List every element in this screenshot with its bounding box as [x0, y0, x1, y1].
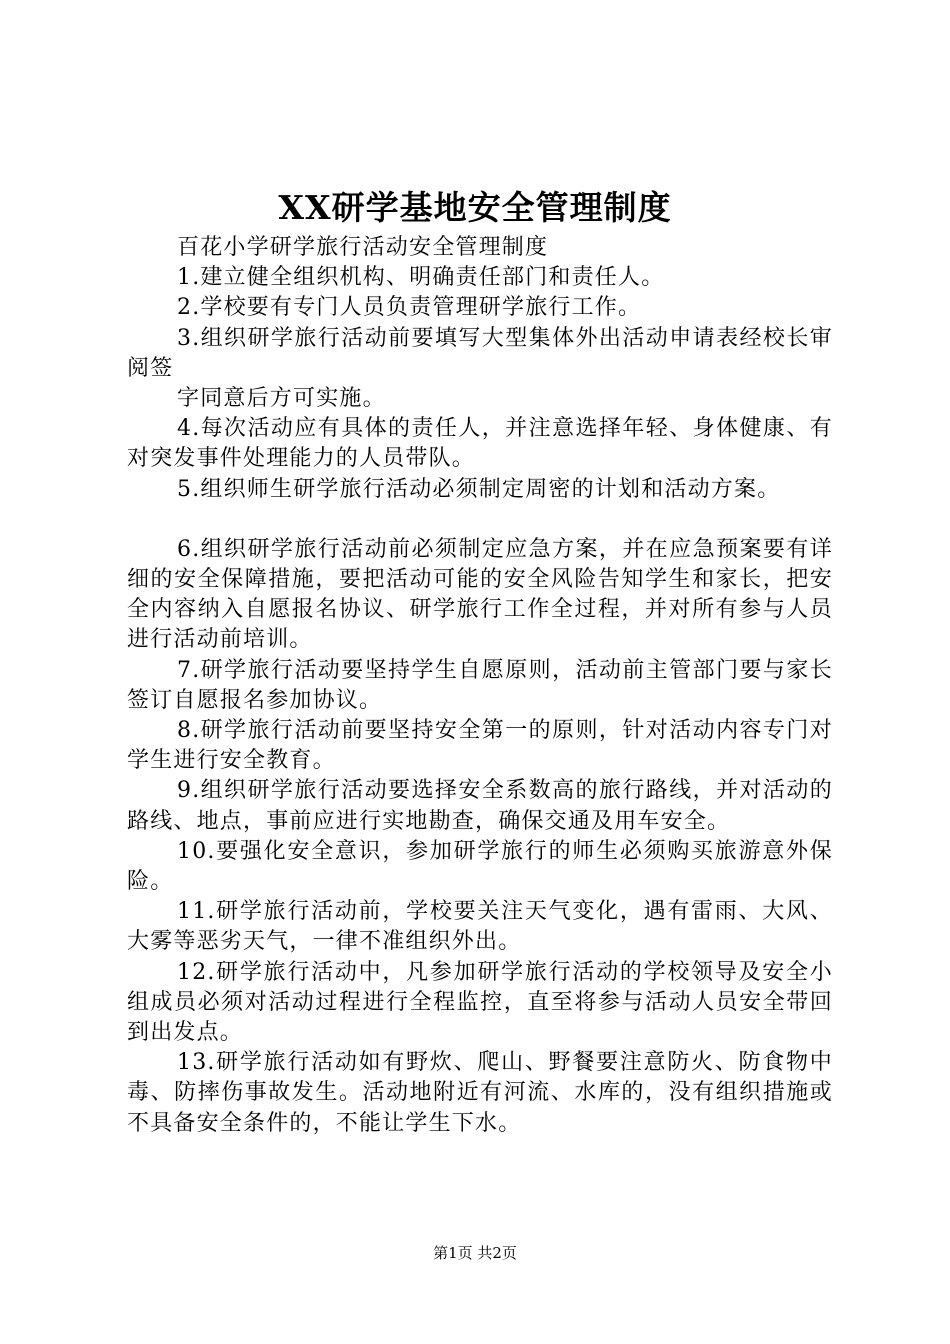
paragraph-item-5: 5.组织师生研学旅行活动必须制定周密的计划和活动方案。 — [177, 476, 781, 502]
paragraph-item-8: 8.研学旅行活动前要坚持安全第一的原则，针对活动内容专门对学生进行安全教育。 — [127, 718, 833, 774]
paragraph-item-7: 7.研学旅行活动要坚持学生自愿原则，活动前主管部门要与家长签订自愿报名参加协议。 — [127, 657, 833, 713]
paragraph-item-4: 4.每次活动应有具体的责任人，并注意选择年轻、身体健康、有对突发事件处理能力的人员带队。 — [127, 416, 833, 472]
paragraph-item-6: 6.组织研学旅行活动前必须制定应急方案，并在应急预案要有详细的安全保障措施，要把活动可能的安全风险告知学生和家长，把安全内容纳入自愿报名协议、研学旅行工作全过程，并对所有参与人员进行活动前培训。 — [127, 536, 833, 653]
paragraph-item-11: 11.研学旅行活动前，学校要关注天气变化，遇有雷雨、大风、大雾等恶劣天气，一律不准组织外出。 — [127, 899, 833, 955]
paragraph-item-10: 10.要强化安全意识，参加研学旅行的师生必须购买旅游意外保险。 — [127, 838, 833, 895]
paragraph-item-13: 13.研学旅行活动如有野炊、爬山、野餐要注意防火、防食物中毒、防摔伤事故发生。活动地附近有河流、水库的，没有组织措施或不具备安全条件的，不能让学生下水。 — [127, 1050, 833, 1136]
paragraph-item-9: 9.组织研学旅行活动要选择安全系数高的旅行路线，并对活动的路线、地点，事前应进行实地勘查，确保交通及用车安全。 — [127, 778, 833, 834]
paragraph-item-3-continued: 字同意后方可实施。 — [177, 386, 386, 412]
page-footer: 第1页 共2页 — [433, 1244, 517, 1262]
paragraph-item-12: 12.研学旅行活动中，凡参加研学旅行活动的学校领导及安全小组成员必须对活动过程进行全程监控，直至将参与活动人员安全带回到出发点。 — [127, 959, 833, 1046]
document-title: XX研学基地安全管理制度 — [278, 188, 672, 227]
paragraph-item-3: 3.组织研学旅行活动前要填写大型集体外出活动申请表经校长审阅签 — [127, 325, 833, 381]
paragraph-item-2: 2.学校要有专门人员负责管理研学旅行工作。 — [177, 295, 642, 321]
paragraph-item-1: 1.建立健全组织机构、明确责任部门和责任人。 — [177, 265, 665, 291]
document-body — [127, 233, 833, 1139]
paragraph-subtitle: 百花小学研学旅行活动安全管理制度 — [177, 235, 549, 260]
